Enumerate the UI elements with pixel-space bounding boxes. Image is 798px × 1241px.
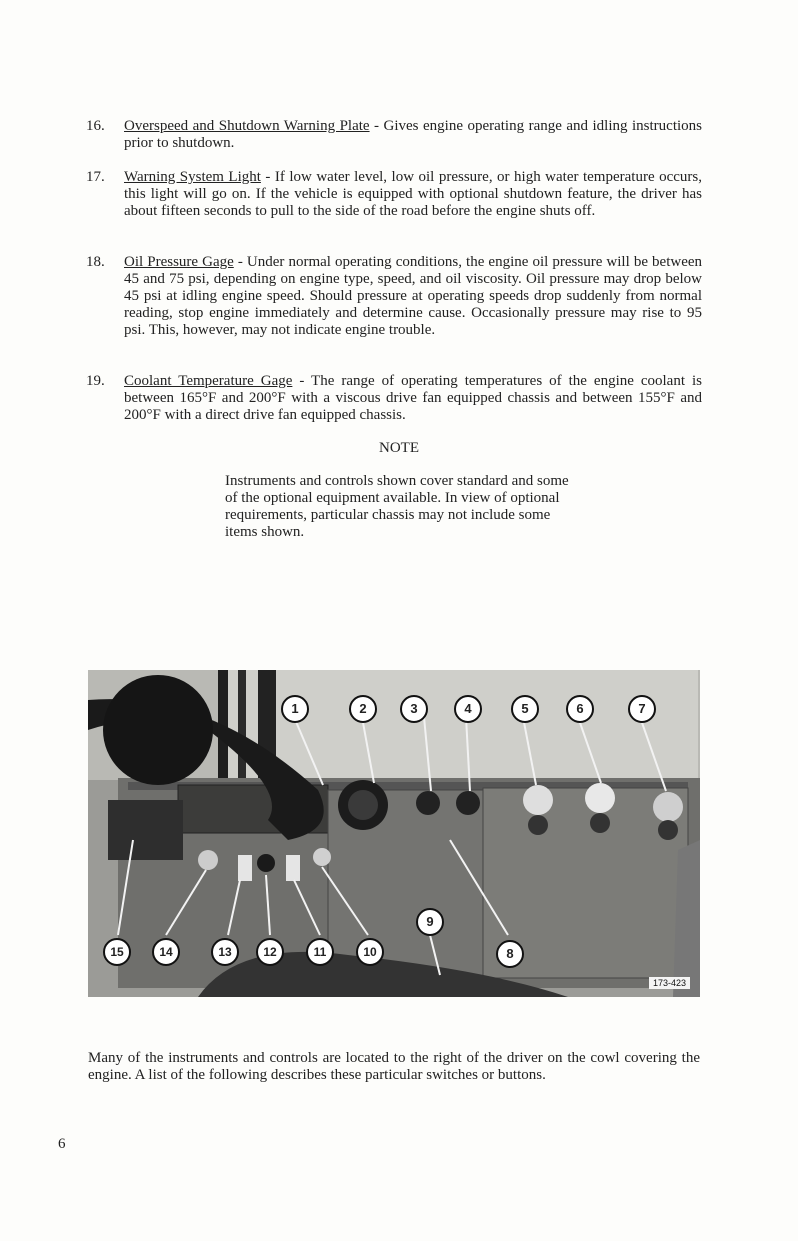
item-term: Coolant Temperature Gage	[124, 373, 293, 389]
figure-id-label: 173-423	[649, 977, 690, 989]
item-number: 17.	[86, 169, 105, 185]
callout-15: 15	[103, 938, 131, 966]
item-19	[86, 373, 702, 424]
callout-10: 10	[356, 938, 384, 966]
item-17	[86, 169, 702, 220]
item-18	[86, 254, 702, 339]
item-16	[86, 118, 702, 152]
item-text: - Gives engine operating range and idling instructions prior to shutdown.	[124, 118, 702, 151]
callout-12: 12	[256, 938, 284, 966]
callout-5: 5	[511, 695, 539, 723]
item-text: - If low water level, low oil pressure, or high water temperature occurs, this light will go on. If the vehicle is equipped with optional shutdown feature, the driver has about fifteen seconds to pull to the side of the road before the engine shuts off.	[124, 169, 702, 219]
figure-caption: Many of the instruments and controls are located to the right of the driver on the cowl covering the engine. A list of the following describes these particular switches or buttons.	[88, 1050, 700, 1083]
item-text: - The range of operating temperatures of the engine coolant is between 165°F and 200°F with a viscous drive fan equipped chassis and between 155°F and 200°F with a direct drive fan equipped chassis.	[124, 373, 702, 423]
item-term: Overspeed and Shutdown Warning Plate	[124, 118, 370, 134]
item-text: - Under normal operating conditions, the engine oil pressure will be between 45 and 75 psi, depending on engine type, speed, and oil viscosity. Oil pressure may drop below 45 psi at idling engine speed. Should pressure at operating speeds drop suddenly from normal reading, stop engine immediately and determine cause. Occasionally pressure may rise to 95 psi. This, however, may not indicate engine trouble.	[124, 254, 703, 338]
item-body	[124, 118, 702, 152]
dashboard-illustration	[88, 670, 700, 997]
callout-11: 11	[306, 938, 334, 966]
item-body	[124, 373, 702, 424]
dashboard-photo	[88, 670, 700, 997]
callout-3: 3	[400, 695, 428, 723]
callout-9: 9	[416, 908, 444, 936]
item-number: 18.	[86, 254, 105, 270]
note-heading: NOTE	[379, 440, 419, 456]
item-number: 16.	[86, 118, 105, 134]
callout-4: 4	[454, 695, 482, 723]
item-term: Oil Pressure Gage	[124, 254, 234, 270]
callout-7: 7	[628, 695, 656, 723]
item-body	[124, 254, 702, 339]
note-text: Instruments and controls shown cover standard and some of the optional equipment available. In view of optional requirements, particular chassis may not include some items shown.	[225, 473, 569, 540]
callout-2: 2	[349, 695, 377, 723]
callout-13: 13	[211, 938, 239, 966]
callout-1: 1	[281, 695, 309, 723]
item-term: Warning System Light	[124, 169, 261, 185]
callout-8: 8	[496, 940, 524, 968]
item-body	[124, 169, 702, 220]
callout-14: 14	[152, 938, 180, 966]
callout-6: 6	[566, 695, 594, 723]
page-number: 6	[58, 1136, 66, 1152]
item-number: 19.	[86, 373, 105, 389]
